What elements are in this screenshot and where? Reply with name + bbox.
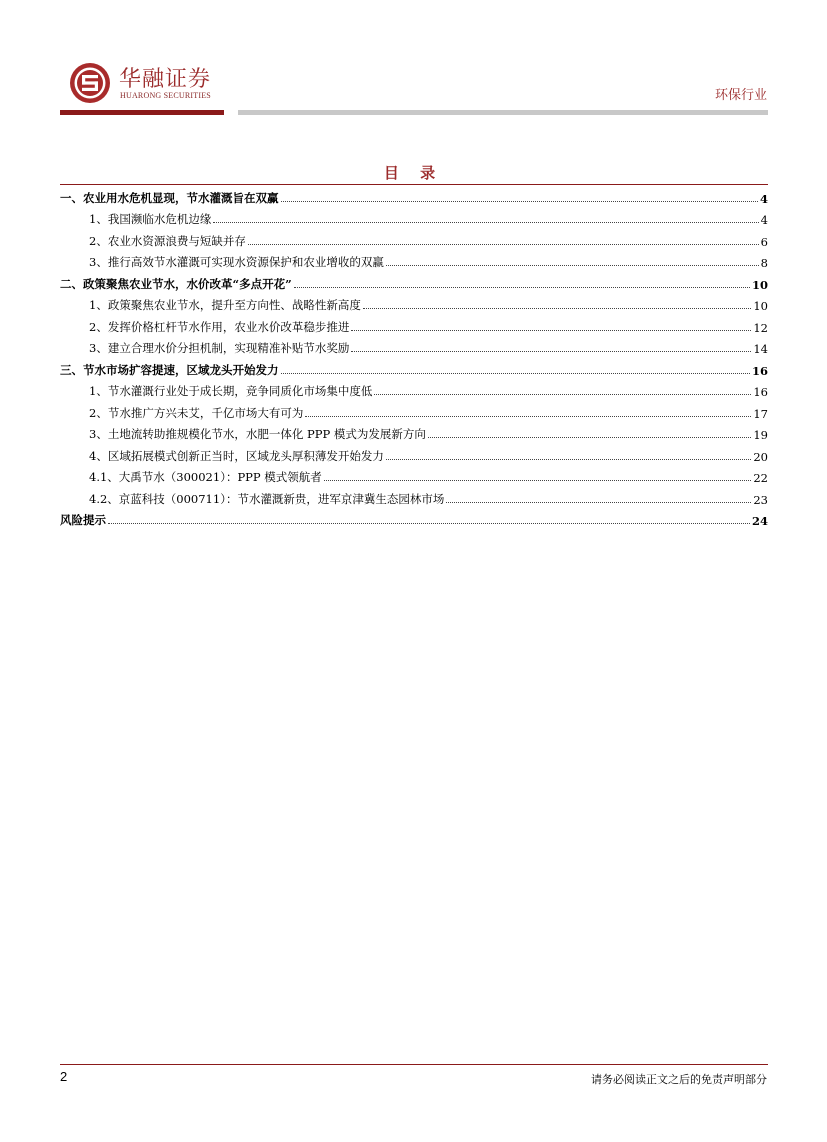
toc-entry-title: 3、土地流转助推规模化节水，水肥一体化 PPP 模式为发展新方向 bbox=[89, 427, 426, 441]
toc-entry-title: 3、建立合理水价分担机制，实现精准补贴节水奖励 bbox=[89, 341, 350, 355]
brand-name-cn: 华融证券 bbox=[119, 67, 212, 92]
toc-entry-title: 3、推行高效节水灌溉可实现水资源保护和农业增收的双赢 bbox=[89, 255, 384, 269]
toc-title: 目 录 bbox=[383, 164, 444, 182]
toc-entry-title: 二、政策聚焦农业节水，水价改革“多点开花” bbox=[60, 276, 292, 291]
footer-rule bbox=[60, 1064, 768, 1065]
toc-entry-title: 2、发挥价格杠杆节水作用，农业水价改革稳步推进 bbox=[89, 319, 350, 334]
toc-entry-page: 4 bbox=[759, 191, 768, 206]
toc-entry[interactable] bbox=[60, 294, 768, 316]
toc-entry[interactable] bbox=[60, 487, 768, 509]
toc-entry-page: 12 bbox=[753, 320, 768, 335]
toc-leader-dots bbox=[213, 222, 758, 223]
toc-entry-page: 19 bbox=[753, 428, 768, 442]
toc-leader-dots bbox=[428, 437, 752, 438]
toc-leader-dots bbox=[281, 201, 758, 202]
toc-entry-page: 23 bbox=[753, 492, 768, 507]
header-accent-bar bbox=[60, 110, 224, 115]
toc-entry[interactable] bbox=[60, 444, 768, 466]
toc-leader-dots bbox=[248, 244, 759, 245]
industry-label: 环保行业 bbox=[714, 88, 767, 103]
toc-leader-dots bbox=[374, 394, 751, 395]
toc-entry[interactable] bbox=[60, 272, 768, 294]
toc-entry-page: 20 bbox=[753, 449, 768, 464]
toc-leader-dots bbox=[386, 459, 752, 460]
toc-entry-page: 24 bbox=[751, 514, 768, 528]
brand-name-en: HUARONG SECURITIES bbox=[120, 91, 211, 100]
toc-entry-page: 16 bbox=[751, 363, 768, 378]
toc-entry-title: 三、节水市场扩容提速，区域龙头开始发力 bbox=[60, 362, 279, 377]
toc-entry[interactable] bbox=[60, 358, 768, 380]
toc-entry-page: 14 bbox=[753, 342, 768, 356]
toc-entry[interactable] bbox=[60, 186, 768, 208]
toc-title-rule bbox=[60, 184, 768, 185]
toc-entry[interactable] bbox=[60, 208, 768, 230]
toc-entry-title: 1、节水灌溉行业处于成长期，竞争同质化市场集中度低 bbox=[89, 384, 373, 398]
disclaimer-note: 请务必阅读正文之后的免责声明部分 bbox=[591, 1073, 767, 1086]
toc-entry-title: 4、区域拓展模式创新正当时，区域龙头厚积薄发开始发力 bbox=[89, 448, 384, 463]
toc-entry-page: 17 bbox=[753, 406, 768, 421]
toc-leader-dots bbox=[351, 330, 751, 331]
toc-leader-dots bbox=[294, 287, 750, 288]
huarong-logo-icon bbox=[69, 62, 111, 104]
toc-entry[interactable] bbox=[60, 423, 768, 445]
toc-entry-page: 16 bbox=[753, 385, 768, 399]
toc-entry-title: 风险提示 bbox=[60, 513, 106, 527]
header-divider-bar bbox=[238, 110, 768, 115]
toc-entry-title: 1、我国濒临水危机边缘 bbox=[89, 212, 212, 226]
toc-entry[interactable] bbox=[60, 509, 768, 531]
page-number: 2 bbox=[60, 1069, 68, 1084]
toc-leader-dots bbox=[305, 416, 751, 417]
toc-entry-page: 22 bbox=[753, 471, 768, 485]
toc-entry-title: 4.2、京蓝科技（000711）：节水灌溉新贵，进军京津冀生态园林市场 bbox=[89, 491, 445, 506]
toc-entry-title: 2、节水推广方兴未艾，千亿市场大有可为 bbox=[89, 405, 304, 420]
toc-entry[interactable] bbox=[60, 466, 768, 488]
toc-entry-title: 一、农业用水危机显现，节水灌溉旨在双赢 bbox=[60, 190, 279, 205]
toc-leader-dots bbox=[446, 502, 751, 503]
toc-leader-dots bbox=[108, 523, 750, 524]
toc-entry-page: 8 bbox=[760, 256, 768, 270]
toc-entry-page: 10 bbox=[751, 277, 768, 292]
toc-entry-page: 10 bbox=[753, 299, 768, 313]
toc-entry-page: 4 bbox=[760, 213, 768, 227]
toc-entry[interactable] bbox=[60, 229, 768, 251]
page-header bbox=[0, 0, 827, 120]
toc-entry[interactable] bbox=[60, 315, 768, 337]
toc-leader-dots bbox=[386, 265, 759, 266]
toc-entry-title: 4.1、大禹节水（300021）：PPP 模式领航者 bbox=[89, 470, 322, 484]
toc-entry[interactable] bbox=[60, 337, 768, 359]
toc-entry-page: 6 bbox=[760, 234, 768, 249]
toc-entry[interactable] bbox=[60, 380, 768, 402]
toc-leader-dots bbox=[351, 351, 751, 352]
toc-entry-title: 1、政策聚焦农业节水，提升至方向性、战略性新高度 bbox=[89, 298, 361, 312]
table-of-contents bbox=[60, 186, 768, 530]
toc-entry[interactable] bbox=[60, 251, 768, 273]
toc-leader-dots bbox=[363, 308, 752, 309]
toc-leader-dots bbox=[281, 373, 750, 374]
toc-entry[interactable] bbox=[60, 401, 768, 423]
toc-leader-dots bbox=[324, 480, 752, 481]
toc-entry-title: 2、农业水资源浪费与短缺并存 bbox=[89, 233, 246, 248]
